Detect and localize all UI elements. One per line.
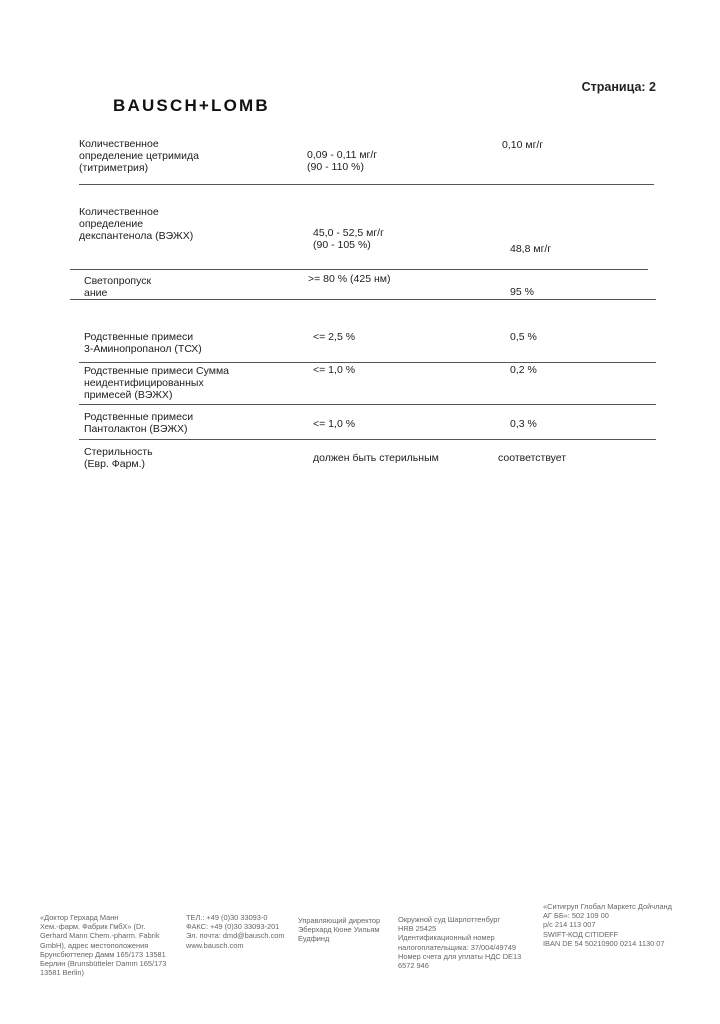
spec-dexpanthenol: 45,0 - 52,5 мг/г (90 - 105 %) bbox=[313, 227, 384, 251]
row-divider bbox=[70, 299, 656, 300]
result-aminopropanol: 0,5 % bbox=[510, 331, 537, 343]
footer-registration: Окружной суд Шарлоттенбург HRB 25425 Идентификационный номер налогоплательщика: 37/004/49749 Номер счета для уплаты НДС DE13 6572 946 bbox=[398, 915, 522, 971]
result-cetrimide: 0,10 мг/г bbox=[502, 139, 544, 151]
result-unidentified-impurities: 0,2 % bbox=[510, 364, 537, 376]
test-name-transmittance: Светопропуск ание bbox=[84, 275, 152, 299]
row-divider bbox=[79, 184, 654, 185]
result-sterility: соответствует bbox=[498, 452, 567, 464]
page-number: Страница: 2 bbox=[581, 80, 656, 94]
test-name-unidentified-impurities: Родственные примеси Сумма неидентифицированных примесей (ВЭЖХ) bbox=[84, 365, 230, 401]
row-divider bbox=[70, 269, 648, 270]
result-pantolactone: 0,3 % bbox=[510, 418, 537, 430]
result-dexpanthenol: 48,8 мг/г bbox=[510, 243, 552, 255]
spec-cetrimide: 0,09 - 0,11 мг/г (90 - 110 %) bbox=[307, 149, 378, 173]
test-name-aminopropanol: Родственные примеси 3-Аминопропанол (ТСХ) bbox=[84, 331, 202, 355]
footer-company-address: «Доктор Герхард Манн Хем.-фарм. Фабрик ГмбХ» (Dr. Gerhard Mann Chem.-pharm. Fabrik GmbH), адрес местоположения Брунсбюттелер Дамм 165/173 13581 Берлин (Brunsbütteler Damm 165/173 13581 Berlin) bbox=[40, 913, 167, 978]
test-name-sterility: Стерильность (Евр. Фарм.) bbox=[84, 446, 153, 470]
footer-management: Управляющий директор Эберхард Кюне Уильям Еудфинд bbox=[298, 916, 381, 944]
result-transmittance: 95 % bbox=[510, 286, 534, 298]
row-divider bbox=[79, 404, 656, 405]
row-divider bbox=[79, 439, 656, 440]
test-name-pantolactone: Родственные примеси Пантолактон (ВЭЖХ) bbox=[84, 411, 194, 435]
row-divider bbox=[79, 362, 656, 363]
spec-aminopropanol: <= 2,5 % bbox=[313, 331, 356, 343]
spec-unidentified-impurities: <= 1,0 % bbox=[313, 364, 356, 376]
company-logo: BAUSCH+LOMB bbox=[113, 96, 270, 115]
test-name-dexpanthenol: Количественное определение декспантенола (ВЭЖХ) bbox=[79, 206, 194, 242]
spec-transmittance: >= 80 % (425 нм) bbox=[308, 273, 391, 285]
spec-pantolactone: <= 1,0 % bbox=[313, 418, 356, 430]
footer-contacts: ТЕЛ.: +49 (0)30 33093-0 ФАКС: +49 (0)30 33093-201 Эл. почта: dmd@bausch.com www.bausch.com bbox=[186, 913, 285, 950]
test-name-cetrimide: Количественное определение цетримида (титриметрия) bbox=[79, 138, 199, 174]
footer-bank-details: «Ситигруп Глобал Маркетс Дойчланд АГ ББ»: 502 109 00 р/с 214 113 007 SWIFT-КОД CITIDEFF IBAN DE 54 50210900 0214 1130 07 bbox=[543, 902, 672, 948]
spec-sterility: должен быть стерильным bbox=[313, 452, 439, 464]
